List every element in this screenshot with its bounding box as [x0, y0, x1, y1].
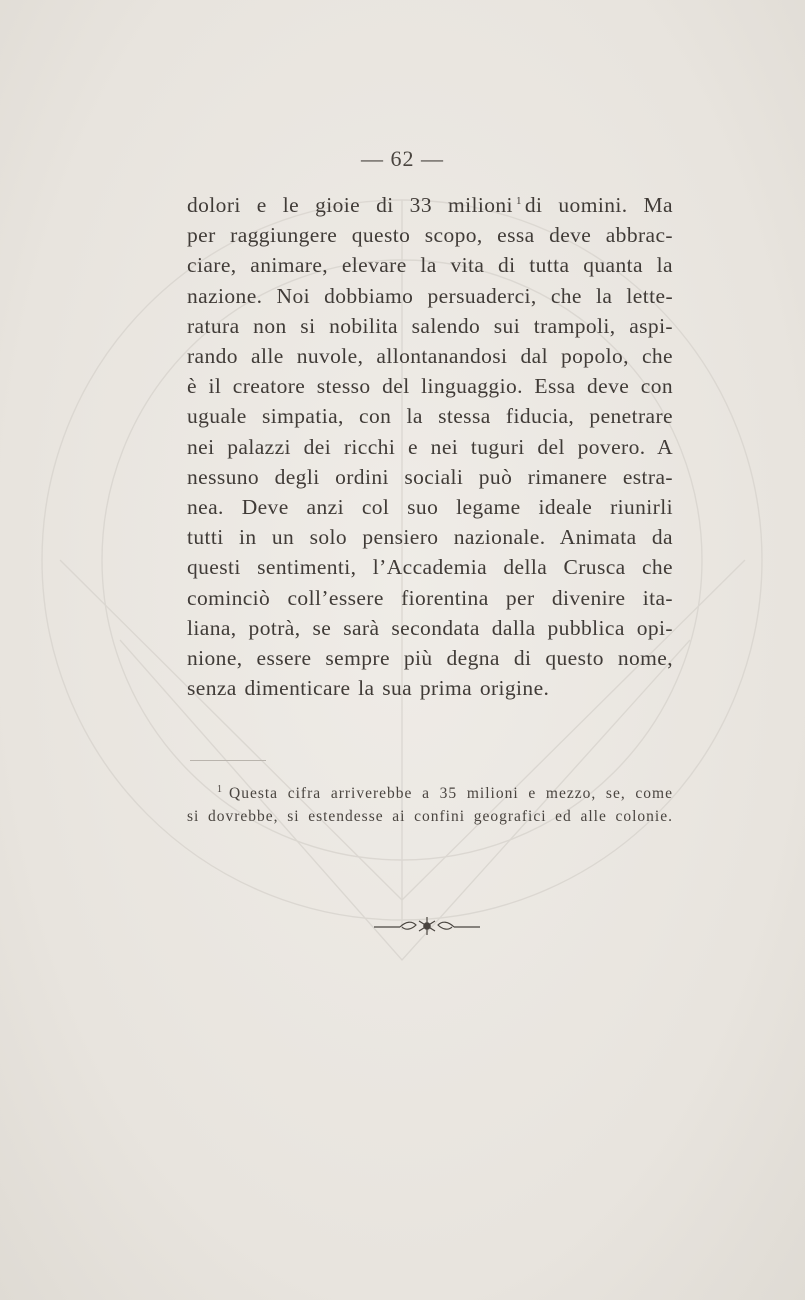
text-line: liana, potrà, se sarà secondata dalla pubblica opi- [187, 615, 673, 640]
footnote-mark: 1 [217, 784, 223, 795]
text-line: nessuno degli ordini sociali può rimanere estra- [187, 464, 673, 489]
text-line: uguale simpatia, con la stessa fiducia, penetrare [187, 404, 673, 429]
text-line: cominciò coll’essere fiorentina per divenire ita- [187, 585, 673, 610]
text-line: ciare, animare, elevare la vita di tutta quanta la [187, 253, 673, 278]
footnote-line: si dovrebbe, si estendesse ai confini geografici ed alle colonie. [187, 808, 673, 825]
footnote [187, 778, 673, 828]
text-line: senza dimenticare la sua prima origine. [187, 676, 550, 701]
footnote-reference: 1 [515, 195, 522, 207]
floral-ornament-icon [372, 913, 482, 939]
text-line: rando alle nuvole, allontanandosi dal popolo, che [187, 344, 673, 369]
page-number: — 62 — [361, 146, 444, 171]
text-line: nea. Deve anzi col suo legame ideale riunirli [187, 495, 673, 520]
body-text [187, 186, 673, 703]
text-line: ratura non si nobilita salendo sui trampoli, aspi- [187, 313, 673, 338]
text-line: nazione. Noi dobbiamo persuaderci, che la lette- [187, 283, 673, 308]
text-line: questi sentimenti, l’Accademia della Crusca che [187, 555, 673, 580]
text-line: è il creatore stesso del linguaggio. Essa deve con [187, 374, 673, 399]
footnote-divider [190, 760, 266, 761]
text-line: tutti in un solo pensiero nazionale. Animata da [187, 525, 673, 550]
text-line: dolori e le gioie di 33 milioni $^1$ di uomini. Ma [187, 193, 673, 217]
text-line: nione, essere sempre più degna di questo nome, [187, 646, 673, 671]
text-line: nei palazzi dei ricchi e nei tuguri del povero. A [187, 434, 673, 459]
text-line: per raggiungere questo scopo, essa deve abbrac- [187, 223, 673, 248]
footnote-line: $^1$ Questa cifra arriverebbe a 35 milioni e mezzo, se, come [217, 784, 673, 802]
